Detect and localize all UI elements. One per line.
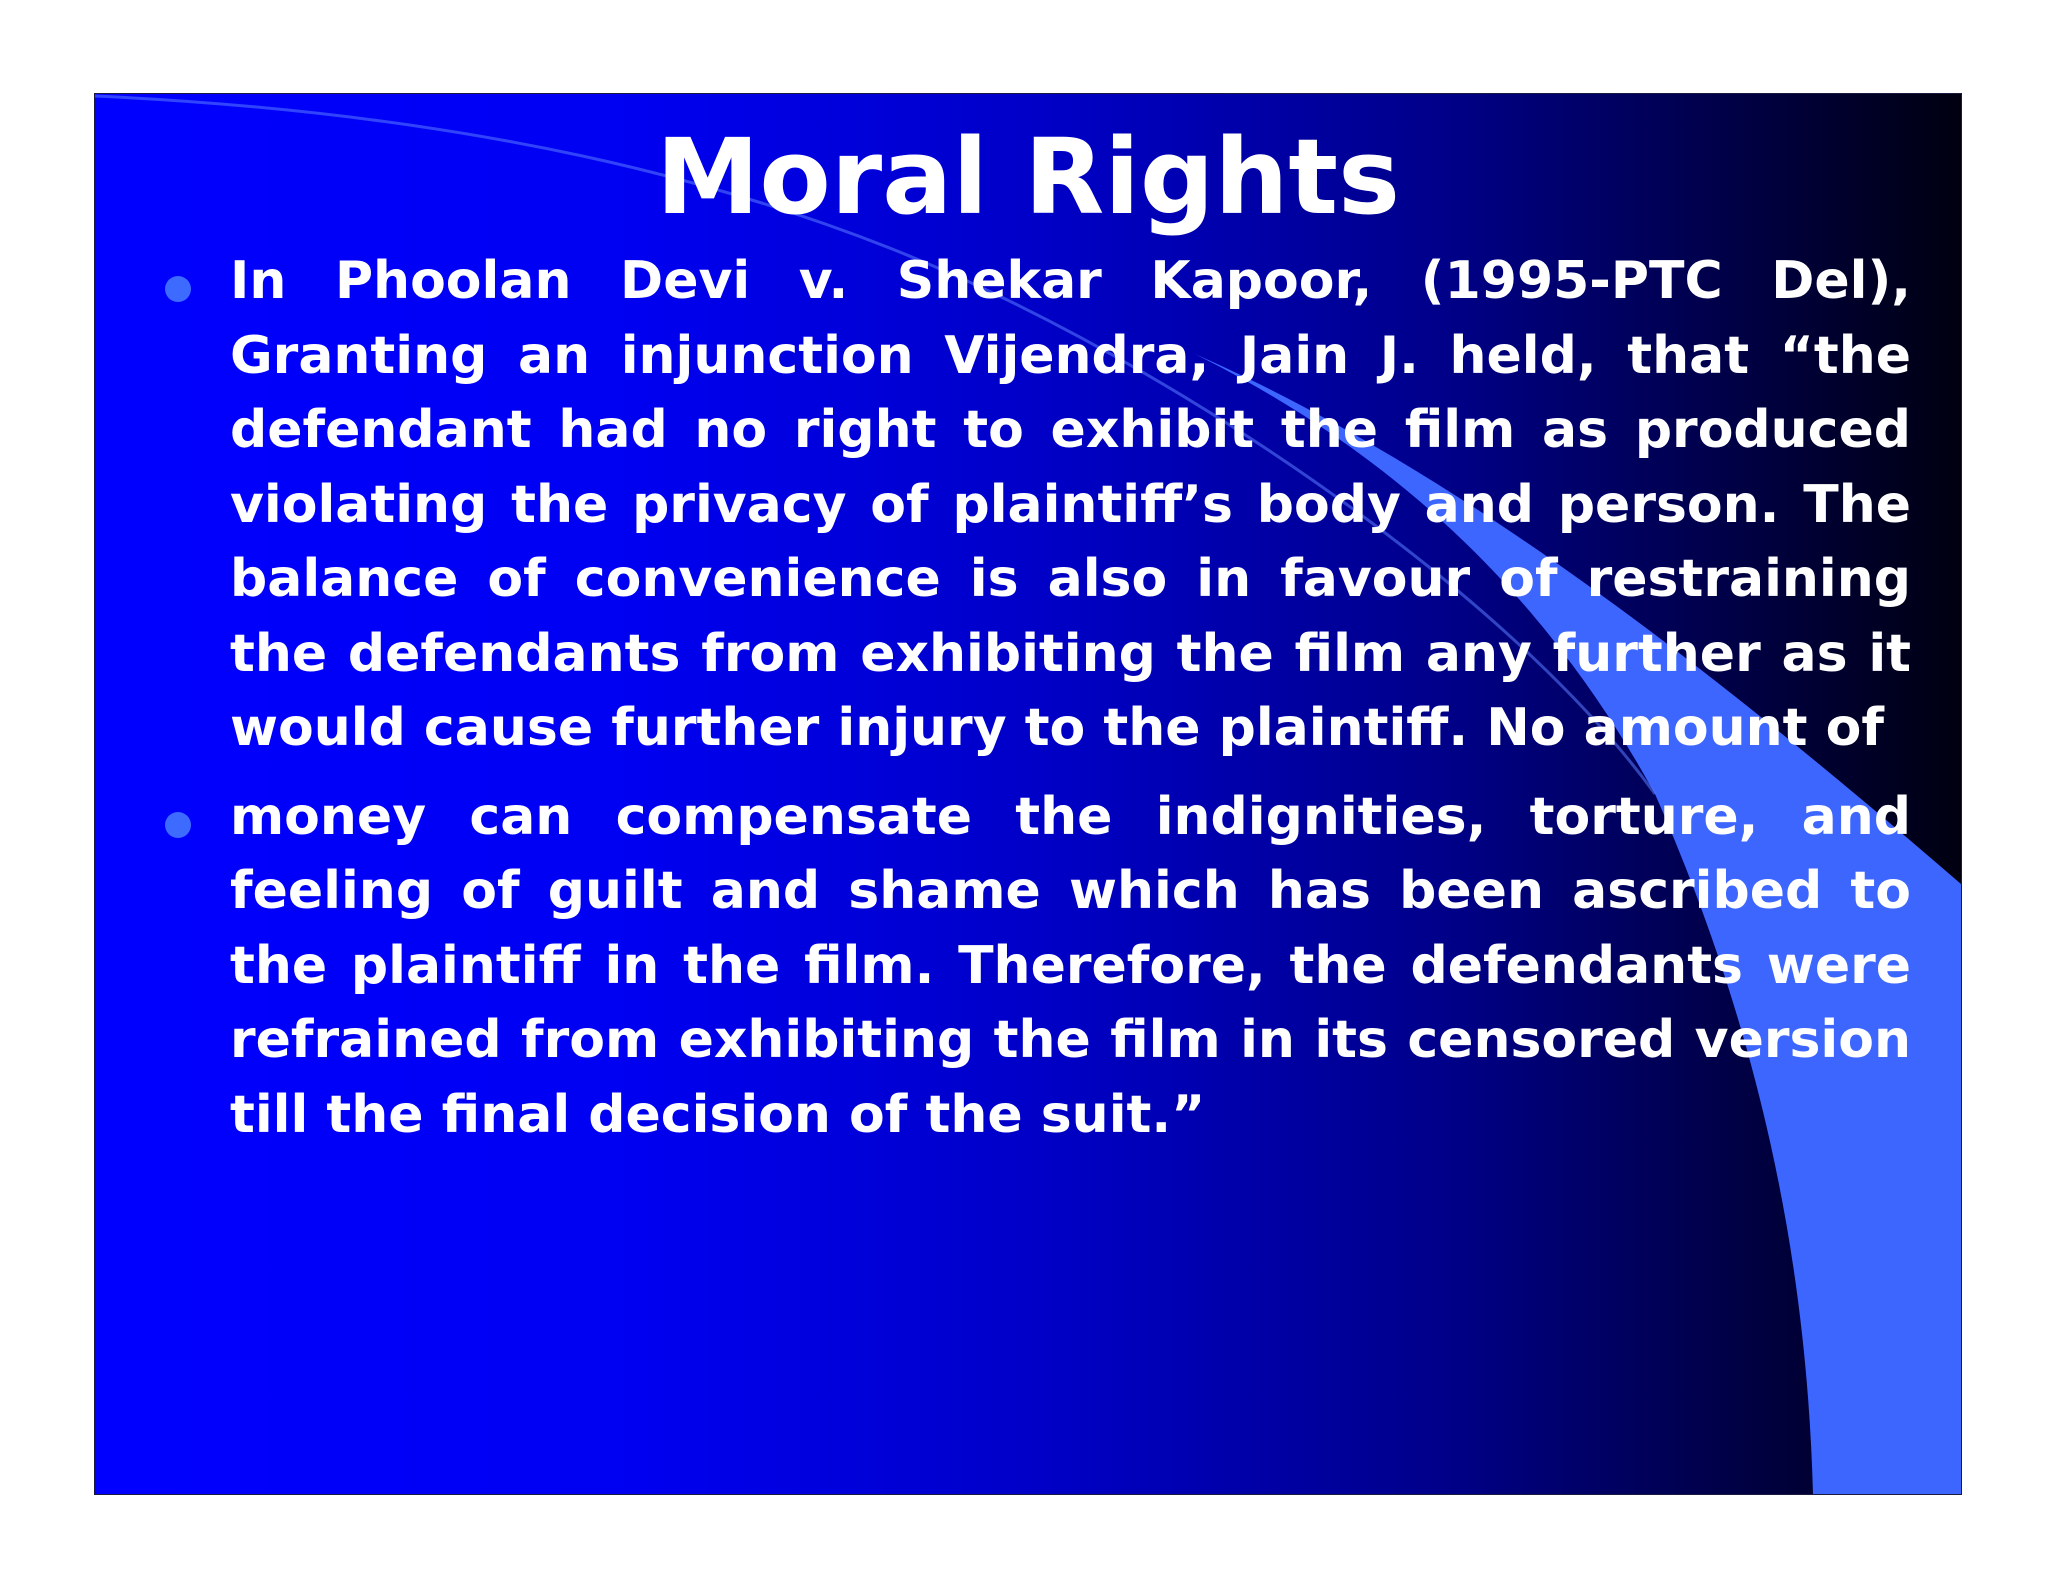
bullet-icon (165, 812, 191, 838)
bullet-item (95, 780, 1961, 1153)
bullet-text: money can compensate the indignities, torture, and feeling of guilt and shame which has been ascribed to the plaintiff in the film. Therefore, the defendants were refrained from exhibiting the film in its censored version till the final decision of the suit.” (230, 786, 1911, 1145)
slide (94, 93, 1962, 1495)
bullet-list (95, 244, 1961, 1166)
bullet-item (95, 244, 1961, 766)
bullet-icon (165, 276, 191, 302)
slide-title: Moral Rights (655, 116, 1401, 238)
bullet-text: In Phoolan Devi v. Shekar Kapoor, (1995-PTC Del), Granting an injunction Vijendra, Jain J. held, that “the defendant had no right to exhibit the film as produced violating the privacy of plaintiff’s body and person. The balance of convenience is also in favour of restraining the defendants from exhibiting the film any further as it would cause further injury to the plaintiff. No amount of (230, 251, 1911, 758)
